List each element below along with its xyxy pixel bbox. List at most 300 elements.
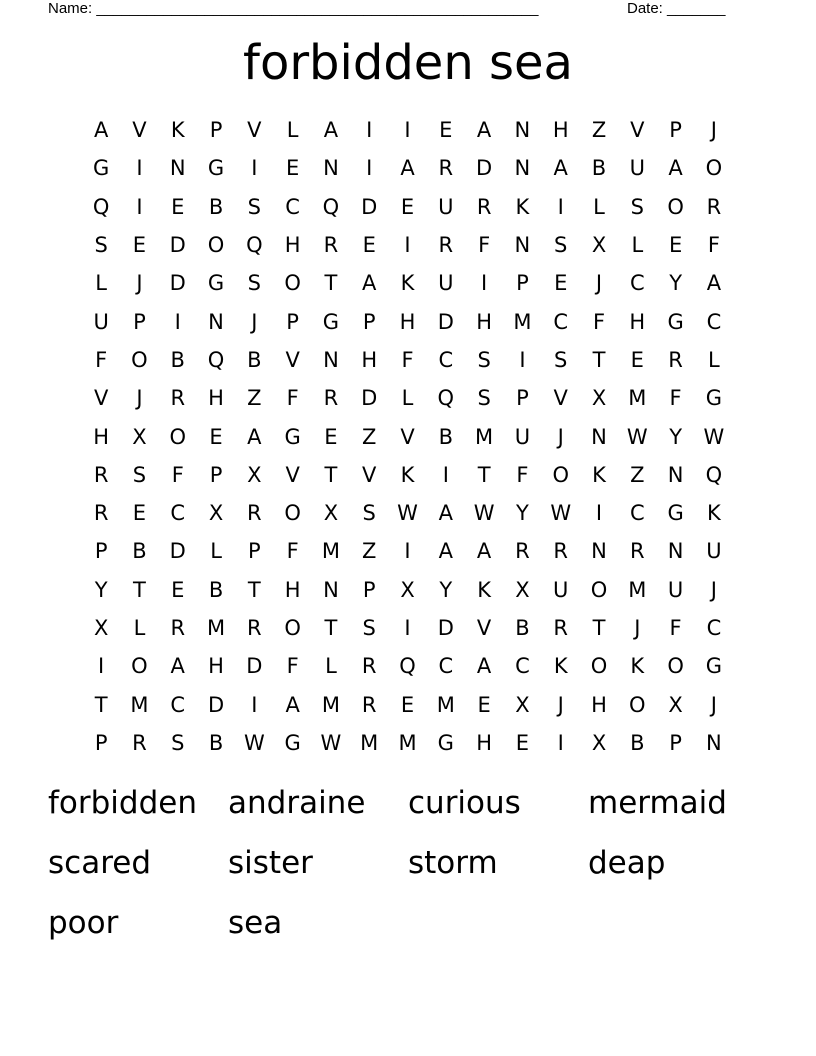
grid-letter[interactable]: M — [398, 730, 417, 755]
grid-letter[interactable]: N — [323, 156, 339, 181]
grid-letter[interactable]: N — [514, 156, 531, 181]
grid-letter[interactable]: X — [208, 501, 224, 526]
grid-letter[interactable]: C — [629, 271, 645, 296]
grid-letter[interactable]: S — [477, 347, 491, 372]
grid-letter[interactable]: T — [247, 577, 261, 602]
grid-letter[interactable]: R — [323, 233, 339, 258]
word-list-item: scared — [48, 845, 152, 881]
word-list-item: poor — [48, 905, 119, 941]
grid-letter[interactable]: A — [362, 271, 377, 296]
grid-letter[interactable]: Q — [705, 462, 723, 487]
grid-letter[interactable]: W — [550, 501, 572, 526]
grid-letter[interactable]: Z — [630, 462, 645, 487]
grid-letter[interactable]: L — [286, 118, 299, 143]
grid-letter[interactable]: O — [705, 156, 723, 181]
grid-letter[interactable]: I — [251, 156, 258, 181]
grid-letter[interactable]: T — [133, 577, 146, 602]
grid-letter[interactable]: V — [630, 118, 645, 143]
grid-letter[interactable]: J — [710, 577, 717, 602]
grid-letter[interactable]: Y — [669, 424, 683, 449]
grid-letter[interactable]: H — [361, 347, 378, 372]
grid-letter[interactable]: G — [322, 309, 340, 334]
grid-letter[interactable]: A — [247, 424, 262, 449]
grid-letter[interactable]: V — [93, 386, 109, 411]
word-list-item: forbidden — [48, 785, 197, 821]
grid-letter[interactable]: I — [98, 654, 105, 679]
grid-letter[interactable]: Y — [94, 577, 108, 602]
grid-letter[interactable]: X — [323, 501, 339, 526]
grid-letter[interactable]: T — [477, 462, 491, 487]
grid-letter[interactable]: Q — [92, 194, 110, 219]
grid-letter[interactable]: D — [361, 194, 378, 219]
grid-letter[interactable]: L — [325, 654, 337, 679]
grid-letter[interactable]: R — [553, 616, 568, 640]
grid-letter[interactable]: M — [130, 692, 149, 717]
grid-letter[interactable]: E — [400, 692, 415, 717]
grid-letter[interactable]: E — [362, 233, 376, 258]
grid-letter[interactable]: A — [323, 118, 339, 143]
grid-letter[interactable]: H — [284, 233, 301, 258]
grid-letter[interactable]: T — [592, 347, 606, 372]
grid-letter[interactable]: J — [251, 309, 258, 334]
grid-letter[interactable]: L — [401, 386, 414, 411]
grid-letter[interactable]: B — [208, 730, 224, 755]
grid-letter[interactable]: A — [476, 118, 492, 143]
grid-letter[interactable]: F — [592, 309, 606, 334]
grid-letter[interactable]: F — [669, 386, 682, 411]
grid-letter[interactable]: F — [171, 462, 184, 487]
grid-letter[interactable]: E — [400, 194, 415, 219]
grid-letter[interactable]: N — [591, 539, 607, 564]
grid-letter[interactable]: E — [171, 194, 185, 219]
grid-letter[interactable]: S — [362, 501, 376, 526]
grid-letter[interactable]: X — [132, 424, 147, 449]
grid-letter[interactable]: B — [247, 347, 262, 372]
grid-letter[interactable]: H — [208, 654, 224, 679]
grid-letter[interactable]: U — [667, 577, 684, 602]
grid-letter[interactable]: S — [247, 194, 261, 219]
grid-letter[interactable]: T — [592, 616, 606, 640]
grid-letter[interactable]: B — [591, 156, 607, 181]
grid-letter[interactable]: E — [209, 424, 223, 449]
grid-letter[interactable]: X — [668, 692, 683, 717]
grid-letter[interactable]: K — [170, 118, 185, 143]
grid-letter[interactable]: F — [401, 347, 414, 372]
grid-letter[interactable]: P — [133, 309, 146, 334]
grid-letter[interactable]: G — [667, 309, 684, 334]
grid-letter[interactable]: G — [284, 730, 301, 755]
grid-letter[interactable]: U — [438, 194, 454, 219]
grid-letter[interactable]: H — [476, 309, 493, 334]
grid-letter[interactable]: I — [519, 347, 526, 372]
grid-letter[interactable]: U — [514, 424, 531, 449]
grid-letter[interactable]: O — [284, 616, 301, 640]
grid-letter[interactable]: U — [93, 309, 109, 334]
grid-letter[interactable]: P — [286, 309, 299, 334]
grid-letter[interactable]: D — [246, 654, 263, 679]
grid-letter[interactable]: I — [136, 194, 143, 219]
grid-letter[interactable]: S — [477, 386, 491, 411]
grid-letter[interactable]: O — [284, 501, 301, 526]
grid-letter[interactable]: D — [169, 233, 186, 258]
grid-letter[interactable]: E — [668, 233, 683, 258]
grid-letter[interactable]: C — [706, 616, 722, 640]
grid-letter[interactable]: S — [362, 616, 376, 640]
grid-letter[interactable]: E — [515, 730, 530, 755]
grid-letter[interactable]: C — [515, 654, 530, 679]
grid-letter[interactable]: O — [169, 424, 186, 449]
grid-letter[interactable]: R — [132, 730, 147, 755]
grid-letter[interactable]: F — [286, 654, 299, 679]
grid-letter[interactable]: A — [553, 156, 568, 181]
grid-letter[interactable]: I — [366, 156, 373, 181]
grid-letter[interactable]: C — [438, 347, 454, 372]
grid-letter[interactable]: P — [362, 577, 376, 602]
grid-letter[interactable]: I — [557, 730, 564, 755]
grid-letter[interactable]: T — [324, 616, 338, 640]
grid-letter[interactable]: R — [515, 539, 530, 564]
grid-letter[interactable]: B — [208, 577, 224, 602]
grid-letter[interactable]: T — [324, 462, 338, 487]
grid-letter[interactable]: X — [515, 692, 530, 717]
grid-letter[interactable]: E — [439, 118, 453, 143]
grid-letter[interactable]: J — [710, 692, 717, 717]
grid-letter[interactable]: C — [170, 692, 186, 717]
grid-letter[interactable]: I — [366, 118, 373, 143]
grid-letter[interactable]: D — [169, 539, 186, 564]
grid-letter[interactable]: U — [706, 539, 722, 564]
grid-letter[interactable]: F — [707, 233, 720, 258]
grid-letter[interactable]: K — [400, 271, 415, 296]
grid-letter[interactable]: R — [247, 501, 262, 526]
grid-letter[interactable]: I — [174, 309, 181, 334]
grid-letter[interactable]: V — [553, 386, 568, 411]
grid-letter[interactable]: A — [706, 271, 722, 296]
grid-letter[interactable]: R — [93, 501, 109, 526]
grid-letter[interactable]: I — [557, 194, 564, 219]
grid-letter[interactable]: H — [399, 309, 416, 334]
grid-letter[interactable]: N — [323, 347, 339, 372]
grid-letter[interactable]: E — [285, 156, 300, 181]
grid-letter[interactable]: J — [634, 616, 641, 640]
grid-letter[interactable]: H — [93, 424, 110, 449]
grid-letter[interactable]: A — [438, 539, 453, 564]
grid-letter[interactable]: P — [209, 462, 223, 487]
grid-letter[interactable]: G — [207, 271, 225, 296]
grid-letter[interactable]: O — [629, 692, 646, 717]
grid-letter[interactable]: Z — [591, 118, 607, 143]
grid-letter[interactable]: B — [630, 730, 645, 755]
grid-letter[interactable]: N — [514, 233, 531, 258]
grid-letter[interactable]: K — [477, 577, 491, 602]
grid-letter[interactable]: V — [285, 347, 300, 372]
grid-letter[interactable]: U — [629, 156, 645, 181]
grid-letter[interactable]: K — [515, 194, 530, 219]
grid-letter[interactable]: D — [476, 156, 493, 181]
grid-letter[interactable]: Z — [362, 424, 377, 449]
grid-letter[interactable]: Q — [207, 347, 225, 372]
grid-letter[interactable]: M — [628, 577, 647, 602]
grid-letter[interactable]: P — [209, 118, 223, 143]
grid-letter[interactable]: I — [404, 616, 411, 640]
grid-letter[interactable]: S — [171, 730, 185, 755]
grid-letter[interactable]: I — [481, 271, 488, 296]
grid-letter[interactable]: N — [667, 539, 684, 564]
grid-letter[interactable]: H — [208, 386, 224, 411]
grid-letter[interactable]: E — [324, 424, 338, 449]
grid-letter[interactable]: R — [476, 194, 492, 219]
grid-letter[interactable]: F — [478, 233, 491, 258]
grid-letter[interactable]: V — [362, 462, 377, 487]
word-list-item: andraine — [228, 785, 366, 821]
grid-letter[interactable]: I — [404, 233, 411, 258]
grid-letter[interactable]: O — [131, 654, 148, 679]
grid-letter[interactable]: O — [667, 654, 684, 679]
grid-letter[interactable]: C — [629, 501, 645, 526]
grid-letter[interactable]: C — [553, 309, 569, 334]
grid-letter[interactable]: L — [133, 616, 146, 640]
grid-letter[interactable]: L — [631, 233, 644, 258]
grid-letter[interactable]: B — [170, 347, 185, 372]
grid-letter[interactable]: X — [400, 577, 415, 602]
grid-letter[interactable]: P — [362, 309, 376, 334]
grid-letter[interactable]: S — [554, 347, 568, 372]
grid-letter[interactable]: J — [710, 118, 717, 143]
grid-letter[interactable]: X — [591, 233, 607, 258]
grid-letter[interactable]: O — [552, 462, 569, 487]
name-field[interactable]: Name: _____________________________________________________ — [48, 0, 539, 17]
grid-letter[interactable]: K — [553, 654, 568, 679]
grid-letter[interactable]: A — [476, 539, 492, 564]
grid-letter[interactable]: A — [438, 501, 453, 526]
grid-letter[interactable]: J — [136, 386, 143, 411]
grid-letter[interactable]: Q — [246, 233, 263, 258]
grid-letter[interactable]: C — [706, 309, 722, 334]
grid-letter[interactable]: L — [95, 271, 107, 296]
grid-letter[interactable]: E — [171, 577, 185, 602]
grid-letter[interactable]: U — [438, 271, 454, 296]
grid-letter[interactable]: P — [669, 118, 682, 143]
grid-letter[interactable]: R — [361, 654, 377, 679]
grid-letter[interactable]: A — [93, 118, 109, 143]
grid-letter[interactable]: C — [285, 194, 300, 219]
grid-letter[interactable]: A — [285, 692, 300, 717]
grid-letter[interactable]: F — [516, 462, 529, 487]
grid-letter[interactable]: N — [169, 156, 186, 181]
grid-letter[interactable]: P — [669, 730, 682, 755]
grid-letter[interactable]: M — [436, 692, 455, 717]
grid-letter[interactable]: A — [400, 156, 415, 181]
grid-letter[interactable]: V — [476, 616, 492, 640]
grid-letter[interactable]: R — [706, 194, 722, 219]
grid-letter[interactable]: J — [136, 271, 143, 296]
grid-letter[interactable]: M — [321, 692, 340, 717]
grid-letter[interactable]: O — [590, 577, 608, 602]
grid-letter[interactable]: M — [360, 730, 379, 755]
grid-letter[interactable]: W — [473, 501, 495, 526]
grid-letter[interactable]: T — [324, 271, 338, 296]
date-field[interactable]: Date: _______ — [627, 0, 726, 17]
grid-letter[interactable]: H — [629, 309, 646, 334]
grid-letter[interactable]: P — [94, 539, 108, 564]
grid-letter[interactable]: I — [251, 692, 258, 717]
grid-letter[interactable]: X — [515, 577, 530, 602]
grid-letter[interactable]: D — [437, 616, 454, 640]
grid-letter[interactable]: G — [667, 501, 684, 526]
grid-letter[interactable]: B — [438, 424, 454, 449]
grid-letter[interactable]: J — [557, 424, 564, 449]
grid-letter[interactable]: N — [323, 577, 339, 602]
grid-letter[interactable]: R — [170, 616, 186, 640]
grid-letter[interactable]: Y — [439, 577, 453, 602]
grid-letter[interactable]: E — [477, 692, 491, 717]
grid-letter[interactable]: F — [286, 539, 299, 564]
grid-letter[interactable]: N — [667, 462, 684, 487]
grid-letter[interactable]: Z — [362, 539, 377, 564]
grid-letter[interactable]: W — [320, 730, 342, 755]
grid-letter[interactable]: W — [243, 730, 265, 755]
grid-letter[interactable]: X — [93, 616, 109, 640]
grid-letter[interactable]: M — [321, 539, 340, 564]
grid-letter[interactable]: O — [207, 233, 225, 258]
grid-letter[interactable]: R — [93, 462, 109, 487]
grid-letter[interactable]: S — [247, 271, 261, 296]
grid-letter[interactable]: A — [668, 156, 683, 181]
grid-letter[interactable]: H — [591, 692, 607, 717]
grid-letter[interactable]: V — [247, 118, 262, 143]
grid-letter[interactable]: A — [476, 654, 492, 679]
grid-letter[interactable]: P — [94, 730, 108, 755]
grid-letter[interactable]: G — [93, 156, 110, 181]
word-list-item: deap — [588, 845, 666, 881]
grid-letter[interactable]: Y — [516, 501, 529, 526]
grid-letter[interactable]: W — [397, 501, 418, 526]
grid-letter[interactable]: R — [247, 616, 262, 640]
grid-letter[interactable]: F — [669, 616, 682, 640]
grid-letter[interactable]: N — [706, 730, 722, 755]
grid-letter[interactable]: L — [210, 539, 222, 564]
word-list-item: storm — [408, 845, 498, 881]
grid-letter[interactable]: L — [708, 347, 720, 372]
grid-letter[interactable]: X — [591, 386, 607, 411]
grid-letter[interactable]: Y — [669, 271, 683, 296]
grid-letter[interactable]: H — [476, 730, 493, 755]
grid-letter[interactable]: K — [707, 501, 721, 526]
grid-letter[interactable]: R — [323, 386, 339, 411]
grid-letter[interactable]: A — [170, 654, 185, 679]
word-list-item: mermaid — [588, 785, 727, 821]
grid-letter[interactable]: M — [628, 386, 647, 411]
grid-letter[interactable]: I — [442, 462, 449, 487]
grid-letter[interactable]: S — [94, 233, 108, 258]
word-list — [48, 778, 768, 958]
grid-letter[interactable]: P — [516, 271, 529, 296]
grid-letter[interactable]: C — [438, 654, 454, 679]
grid-letter[interactable]: O — [131, 347, 148, 372]
grid-letter[interactable]: K — [630, 654, 645, 679]
grid-letter[interactable]: R — [438, 156, 454, 181]
grid-letter[interactable]: P — [516, 386, 529, 411]
grid-letter[interactable]: G — [705, 386, 723, 411]
grid-letter[interactable]: E — [132, 233, 147, 258]
grid-letter[interactable]: C — [170, 501, 186, 526]
grid-letter[interactable]: R — [361, 692, 377, 717]
grid-letter[interactable]: M — [513, 309, 532, 334]
grid-letter[interactable]: D — [437, 309, 454, 334]
grid-letter[interactable]: L — [593, 194, 605, 219]
grid-letter[interactable]: I — [404, 539, 411, 564]
grid-letter[interactable]: N — [208, 309, 224, 334]
grid-letter[interactable]: G — [207, 156, 225, 181]
grid-letter[interactable]: E — [554, 271, 568, 296]
grid-letter[interactable]: V — [132, 118, 147, 143]
grid-letter[interactable]: E — [132, 501, 147, 526]
grid-letter[interactable]: V — [400, 424, 415, 449]
grid-letter[interactable]: K — [400, 462, 415, 487]
grid-letter[interactable]: M — [475, 424, 494, 449]
grid-letter[interactable]: G — [284, 424, 301, 449]
grid-letter[interactable]: J — [557, 692, 564, 717]
grid-letter[interactable]: O — [667, 194, 684, 219]
grid-letter[interactable]: I — [136, 156, 143, 181]
grid-letter[interactable]: V — [285, 462, 300, 487]
grid-letter[interactable]: T — [94, 692, 108, 717]
grid-letter[interactable]: H — [284, 577, 301, 602]
grid-letter[interactable]: E — [630, 347, 644, 372]
grid-letter[interactable]: D — [207, 692, 225, 717]
grid-letter[interactable]: W — [626, 424, 648, 449]
grid-letter[interactable]: R — [668, 347, 683, 372]
grid-letter[interactable]: S — [554, 233, 568, 258]
grid-letter[interactable]: R — [553, 539, 568, 564]
grid-letter[interactable]: Q — [399, 654, 416, 679]
grid-letter[interactable]: M — [206, 616, 226, 640]
grid-letter[interactable]: D — [361, 386, 378, 411]
grid-letter[interactable]: I — [404, 118, 411, 143]
grid-letter[interactable]: O — [284, 271, 301, 296]
grid-letter[interactable]: O — [590, 654, 608, 679]
grid-letter[interactable]: X — [591, 730, 607, 755]
grid-letter[interactable]: R — [170, 386, 186, 411]
grid-letter[interactable]: I — [595, 501, 603, 526]
grid-letter[interactable]: F — [95, 347, 108, 372]
grid-letter[interactable]: Q — [437, 386, 455, 411]
grid-letter[interactable]: B — [132, 539, 147, 564]
grid-letter[interactable]: G — [437, 730, 454, 755]
grid-letter[interactable]: S — [132, 462, 147, 487]
grid-letter[interactable]: K — [592, 462, 606, 487]
grid-letter[interactable]: P — [248, 539, 261, 564]
grid-letter[interactable]: G — [705, 654, 723, 679]
grid-letter[interactable]: J — [595, 271, 603, 296]
word-list-item: curious — [408, 785, 521, 821]
grid-letter[interactable]: N — [591, 424, 607, 449]
grid-letter[interactable]: F — [286, 386, 299, 411]
grid-letter[interactable]: H — [552, 118, 569, 143]
grid-letter[interactable]: S — [630, 194, 644, 219]
grid-letter[interactable]: R — [438, 233, 454, 258]
grid-letter[interactable]: U — [553, 577, 569, 602]
grid-letter[interactable]: N — [514, 118, 531, 143]
grid-letter[interactable]: Q — [322, 194, 340, 219]
grid-letter[interactable]: X — [247, 462, 262, 487]
grid-letter[interactable]: R — [630, 539, 645, 564]
grid-letter[interactable]: Z — [247, 386, 262, 411]
grid-letter[interactable]: B — [208, 194, 224, 219]
grid-letter[interactable]: W — [703, 424, 725, 449]
grid-letter[interactable]: B — [515, 616, 530, 640]
grid-letter[interactable]: D — [169, 271, 186, 296]
